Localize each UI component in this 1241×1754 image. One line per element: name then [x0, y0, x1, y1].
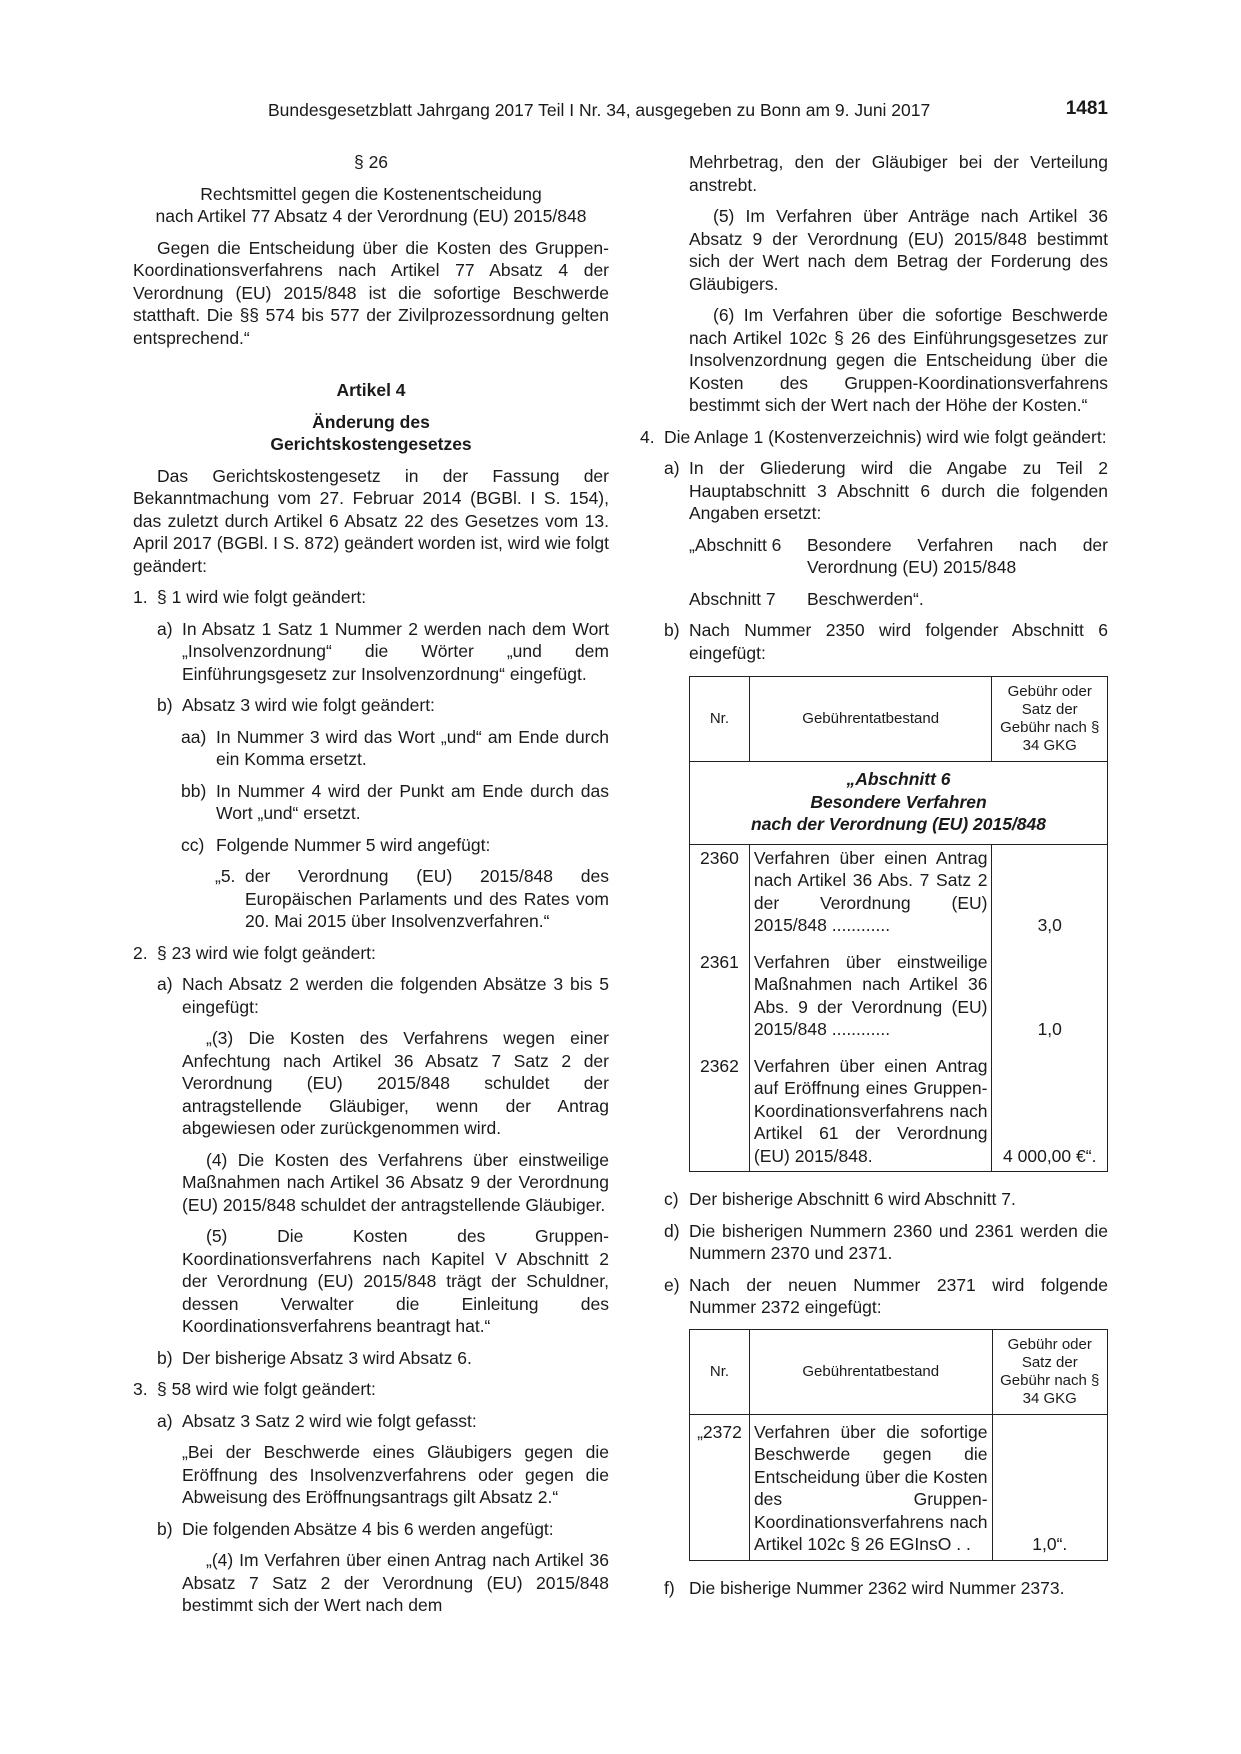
list-item-3a: a) Absatz 3 Satz 2 wird wie folgt gefasst: [157, 1410, 477, 1431]
list-item-3: 3. § 58 wird wie folgt geändert: [133, 1379, 376, 1399]
list-item-4b: b) Nach Nummer 2350 wird folgender Abschnitt 6 eingefügt: [664, 620, 1108, 663]
table-row [690, 939, 1108, 1043]
outline-entry-abschnitt-7: Abschnitt 7 Beschwerden“. [689, 588, 924, 609]
list-item-4d: d) Die bisherigen Nummern 2360 und 2361 werden die Nummern 2370 und 2371. [664, 1220, 1108, 1263]
fee-table-abschnitt-6 [689, 676, 1108, 1172]
section-title-line2: nach Artikel 77 Absatz 4 der Verordnung (EU) 2015/848 [155, 206, 587, 226]
row-description: Verfahren über einen Antrag nach Artikel 36 Abs. 7 Satz 2 der Verordnung (EU) 2015/848 ............ [749, 844, 992, 939]
column-header-gebuehr: Gebühr oder Satz der Gebühr nach § 34 GKG [992, 677, 1108, 762]
column-header-tatbestand: Gebührentatbestand [749, 677, 992, 762]
article-title-line1: Änderung des [312, 411, 430, 432]
list-item-4a: a) In der Gliederung wird die Angabe zu Teil 2 Hauptabschnitt 3 Abschnitt 6 durch die folgenden Angaben ersetzt: [664, 458, 1108, 523]
table-row [690, 1043, 1108, 1172]
row-description: Verfahren über die sofortige Beschwerde gegen die Entscheidung über die Kosten des Gruppen-Koordinationsverfahrens nach Artikel 102c § 26 EGInsO . . [749, 1414, 992, 1560]
list-item-4f: f) Die bisherige Nummer 2362 wird Nummer 2373. [664, 1577, 1065, 1598]
row-fee: 4 000,00 €“. [992, 1043, 1108, 1172]
right-column [640, 151, 1108, 1599]
left-column [133, 151, 609, 1617]
row-fee: 3,0 [992, 844, 1108, 939]
list-item-2b: b) Der bisherige Absatz 3 wird Absatz 6. [157, 1347, 472, 1368]
quoted-paragraph-4-value: „(4) Im Verfahren über einen Antrag nach Artikel 36 Absatz 7 Satz 2 der Verordnung (EU) 2015/848 bestimmt sich der Wert nach dem [182, 1550, 609, 1615]
continued-text: Mehrbetrag, den der Gläubiger bei der Verteilung anstrebt. [689, 152, 1108, 195]
row-fee: 1,0“. [992, 1414, 1107, 1560]
row-number: „2372 [690, 1414, 750, 1560]
fee-table-nummer-2372 [689, 1329, 1108, 1561]
header-title: Bundesgesetzblatt Jahrgang 2017 Teil I Nr. 34, ausgegeben zu Bonn am 9. Juni 2017 [268, 100, 931, 120]
column-header-tatbestand: Gebührentatbestand [749, 1329, 992, 1414]
column-header-nr: Nr. [690, 1329, 750, 1414]
list-item-1b-aa: aa) In Nummer 3 wird das Wort „und“ am Ende durch ein Komma ersetzt. [181, 726, 609, 769]
row-number: 2361 [690, 939, 750, 1043]
table-row [690, 844, 1108, 939]
list-item-1a: a) In Absatz 1 Satz 1 Nummer 2 werden nach dem Wort „Insolvenzordnung“ die Wörter „und dem Einführungsgesetz zur Insolvenzordnung“ eingefügt. [157, 618, 609, 684]
section-title-line1: Rechtsmittel gegen die Kostenentscheidung [200, 183, 542, 204]
row-description: Verfahren über einen Antrag auf Eröffnung eines Gruppen-Koordinationsverfahrens nach Artikel 61 der Verordnung (EU) 2015/848. [749, 1043, 992, 1172]
row-number: 2362 [690, 1043, 750, 1172]
list-item-1: 1. § 1 wird wie folgt geändert: [133, 587, 367, 607]
list-item-1b-bb: bb) In Nummer 4 wird der Punkt am Ende durch das Wort „und“ ersetzt. [181, 780, 609, 823]
quoted-paragraph-5-value: (5) Im Verfahren über Anträge nach Artikel 36 Absatz 9 der Verordnung (EU) 2015/848 bestimmt sich der Wert nach dem Betrag der Forderung des Gläubigers. [689, 206, 1108, 294]
article-number: Artikel 4 [336, 380, 406, 400]
list-item-2: 2. § 23 wird wie folgt geändert: [133, 942, 376, 963]
outline-entry-abschnitt-6: „Abschnitt 6 Besondere Verfahren nach der Verordnung (EU) 2015/848 [689, 534, 1108, 577]
list-item-4: 4. Die Anlage 1 (Kostenverzeichnis) wird wie folgt geändert: [640, 426, 1107, 447]
article-intro: Das Gerichtskostengesetz in der Fassung der Bekanntmachung vom 27. Februar 2014 (BGBl. I S. 154), das zuletzt durch Artikel 6 Absatz 22 des Gesetzes vom 13. April 2017 (BGBl. I S. 872) geändert worden ist, wird wie folgt geändert: [133, 465, 609, 576]
quoted-paragraph-3: „(3) Die Kosten des Verfahrens wegen einer Anfechtung nach Artikel 36 Absatz 7 Satz 2 der Verordnung (EU) 2015/848 schuldet der antragstellende Gläubiger, wenn der Antrag abgewiesen oder zurückgenommen wird. [182, 1028, 609, 1138]
list-item-3b: b) Die folgenden Absätze 4 bis 6 werden angefügt: [157, 1518, 554, 1539]
section-number: § 26 [353, 152, 389, 172]
table-row [690, 1414, 1108, 1560]
section-text: Gegen die Entscheidung über die Kosten des Gruppen-Koordinationsverfahrens nach Artikel 77 Absatz 4 der Verordnung (EU) 2015/848 ist die sofortige Beschwerde statthaft. Die §§ 574 bis 577 der Zivilprozessordnung gelten entsprechend.“ [133, 237, 609, 348]
list-item-1b: b) Absatz 3 wird wie folgt geändert: [157, 695, 435, 715]
row-description: Verfahren über einstweilige Maßnahmen nach Artikel 36 Abs. 9 der Verordnung (EU) 2015/848 ............ [749, 939, 992, 1043]
list-item-1b-cc: cc) Folgende Nummer 5 wird angefügt: [181, 834, 491, 855]
table-section-heading: „Abschnitt 6 Besondere Verfahren nach der Verordnung (EU) 2015/848 [690, 762, 1108, 845]
quoted-sentence: „Bei der Beschwerde eines Gläubigers gegen die Eröffnung des Insolvenzverfahrens oder gegen die Abweisung des Eröffnungsantrags gilt Absatz 2.“ [182, 1442, 609, 1507]
list-item-4c: c) Der bisherige Abschnitt 6 wird Abschnitt 7. [664, 1189, 1016, 1209]
row-fee: 1,0 [992, 939, 1108, 1043]
quoted-number-5: „5. der Verordnung (EU) 2015/848 des Europäischen Parlaments und des Rates vom 20. Mai 2015 über Insolvenzverfahren.“ [215, 866, 609, 931]
page-header [133, 100, 1108, 126]
column-header-nr: Nr. [690, 677, 750, 762]
page-number: 1481 [1065, 98, 1108, 119]
list-item-2a: a) Nach Absatz 2 werden die folgenden Absätze 3 bis 5 eingefügt: [157, 974, 609, 1017]
article-title-line2: Gerichtskostengesetzes [270, 434, 472, 454]
list-item-4e: e) Nach der neuen Nummer 2371 wird folgende Nummer 2372 eingefügt: [664, 1274, 1108, 1317]
row-number: 2360 [690, 844, 750, 939]
quoted-paragraph-4: (4) Die Kosten des Verfahrens über einstweilige Maßnahmen nach Artikel 36 Absatz 9 der Verordnung (EU) 2015/848 schuldet der antragstellende Gläubiger. [182, 1149, 609, 1215]
quoted-paragraph-6-value: (6) Im Verfahren über die sofortige Beschwerde nach Artikel 102c § 26 des Einführungsgesetzes zur Insolvenzordnung gegen die Entscheidung über die Kosten des Gruppen-Koordinationsverfahrens bestimmt sich der Wert nach der Höhe der Kosten.“ [689, 305, 1108, 415]
column-header-gebuehr: Gebühr oder Satz der Gebühr nach § 34 GKG [992, 1329, 1107, 1414]
quoted-paragraph-5: (5) Die Kosten des Gruppen-Koordinationsverfahrens nach Kapitel V Abschnitt 2 der Verordnung (EU) 2015/848 trägt der Schuldner, dessen Verwalter die Einleitung des Koordinationsverfahrens beantragt hat.“ [182, 1226, 609, 1336]
